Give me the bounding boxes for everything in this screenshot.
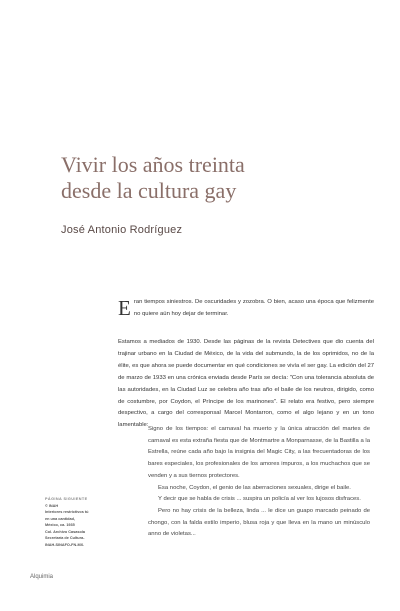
photo-caption	[45, 496, 107, 548]
quote-paragraph-1: Signo de los tiempos: el carnaval ha muerto y la única atracción del martes de carnaval es esta extraña fiesta que de Montmartre a Monparnasse, de la Bastilla a la Estrella, reúne cada año bajo la insignia del Magic City, a las frecuentadoras de los bares especiales, los profesionales de los amores impuros, a los muchachos que se venden y a sus tiernos protectores.	[148, 426, 370, 479]
drop-cap: E	[118, 296, 131, 320]
caption-line: INAH-SINAFO-FN-MX.	[45, 542, 85, 547]
block-quote	[148, 424, 370, 541]
quote-paragraph-4: Pero no hay crisis de la belleza, linda ... le dice un guapo marcado peinado de chongo, con la falda estilo imperio, blusa roja y que lleva en la mano un minúsculo anno de violetas...	[148, 507, 370, 538]
caption-line: en una cantidad,	[45, 516, 75, 521]
caption-line: México, ca. 1935	[45, 523, 75, 527]
caption-heading: PÁGINA SIGUIENTE	[45, 497, 88, 501]
caption-line: © INAH	[45, 503, 59, 508]
caption-line: Secretaría de Cultura-	[45, 536, 85, 540]
title-line-2: desde la cultura gay	[61, 178, 237, 203]
opening-text: ran tiempos siniestros. De oscuridades y zozobra. O bien, acaso una época que felizmente no quiere aún hoy dejar de terminar.	[133, 299, 374, 317]
publication-footer: Alquimia	[30, 574, 54, 580]
quote-paragraph-3: Y decir que se habla de crisis ... suspira un policía al ver los lujosos disfraces.	[158, 496, 361, 503]
title-line-1: Vivir los años treinta	[61, 152, 245, 177]
caption-line: Col. Archivo Casasola	[45, 529, 85, 534]
article-title	[61, 152, 351, 204]
quote-paragraph-2: Esa noche, Coydon, el genio de las aberraciones sexuales, dirige el baile.	[158, 484, 351, 491]
author-name: José Antonio Rodríguez	[61, 224, 183, 236]
caption-line: Interiores restrictivos tú	[45, 510, 89, 514]
opening-paragraph	[118, 297, 374, 321]
body-paragraph: Estamos a mediados de 1930. Desde las páginas de la revista Detectives que dio cuenta del trajinar urbano en la Ciudad de México, de la vida del submundo, la de los oprimidos, no de la élite, es que ahora se puede documentar en qué condiciones se vivía el ser gay. La edición del 27 de marzo de 1933 en una crónica enviada desde París se decía: "Con una tolerancia absoluta de las autoridades, en la Ciudad Luz se celebra año tras año el baile de los neutros, dirigido, como de costumbre, por Coydon, el Príncipe de los marinones". El relato era festivo, pero siempre despectivo, a cargo del corresponsal Marcel Montarron, como el algo lejano y en un tono lamentable:	[118, 339, 374, 429]
